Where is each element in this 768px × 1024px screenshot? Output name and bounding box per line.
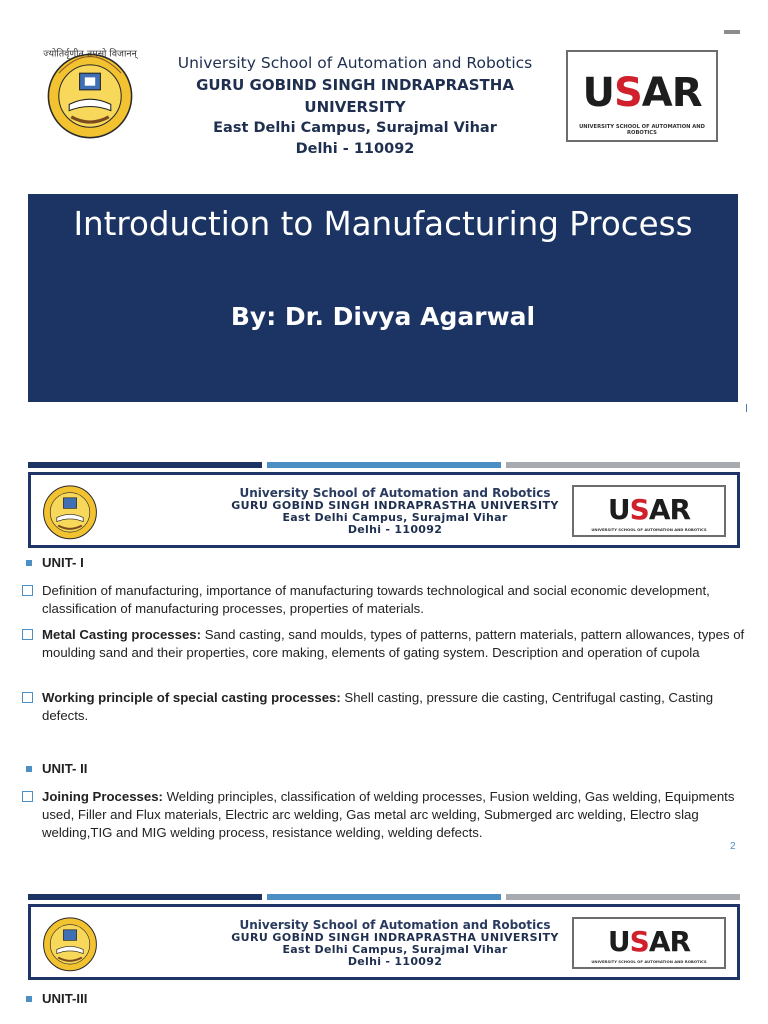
campus-name: East Delhi Campus, Surajmal Vihar bbox=[282, 511, 508, 524]
checkbox-bullet-icon bbox=[22, 585, 33, 596]
university-name: GURU GOBIND SINGH INDRAPRASTHA UNIVERSITY bbox=[196, 76, 514, 116]
checkbox-bullet-icon bbox=[22, 692, 33, 703]
bullet-icon bbox=[26, 766, 32, 772]
syllabus-item: Definition of manufacturing, importance of manufacturing towards technological and social economic development, classification of manufacturing processes, properties of materials. bbox=[42, 583, 710, 616]
usar-wordmark: USAR bbox=[582, 70, 702, 116]
usar-wordmark: USAR bbox=[607, 493, 691, 526]
usar-logo bbox=[566, 50, 718, 142]
usar-logo bbox=[572, 485, 726, 537]
university-address-block bbox=[155, 52, 555, 160]
usar-logo bbox=[572, 917, 726, 969]
university-seal-icon bbox=[38, 42, 142, 146]
seal-motto: ज्योतिर्वृणीत तमसो विजानन् bbox=[43, 48, 137, 60]
slide3-header-frame bbox=[28, 904, 740, 980]
slide1-header bbox=[28, 38, 740, 157]
usar-subtitle: UNIVERSITY SCHOOL OF AUTOMATION AND ROBOTICS bbox=[591, 959, 707, 964]
syllabus-item: Joining Processes: Welding principles, classification of welding processes, Fusion welding, Gas welding, Equipments used, Filler and Flux materials, Electric arc welding, Gas metal arc welding, Submerged arc welding, Electro slag welding,TIG and MIG welding process, resistance welding, welding defects. bbox=[42, 789, 735, 840]
university-name: GURU GOBIND SINGH INDRAPRASTHA UNIVERSITY bbox=[231, 931, 559, 944]
university-name: GURU GOBIND SINGH INDRAPRASTHA UNIVERSITY bbox=[231, 499, 559, 512]
slide2-header-frame bbox=[28, 472, 740, 548]
school-name: University School of Automation and Robotics bbox=[177, 54, 533, 72]
syllabus-item: Working principle of special casting processes: Shell casting, pressure die casting, Centrifugal casting, Casting defects. bbox=[42, 690, 714, 723]
slide3-topbar-navy bbox=[28, 894, 262, 900]
presentation-author: By: Dr. Divya Agarwal bbox=[230, 302, 536, 331]
title-banner bbox=[28, 194, 738, 402]
unit-heading: UNIT- II bbox=[42, 761, 88, 776]
city-pin: Delhi - 110092 bbox=[347, 955, 443, 968]
city-pin: Delhi - 110092 bbox=[295, 141, 415, 157]
usar-subtitle: UNIVERSITY SCHOOL OF AUTOMATION AND ROBOTICS bbox=[591, 527, 707, 532]
university-seal-icon bbox=[37, 910, 103, 976]
campus-name: East Delhi Campus, Surajmal Vihar bbox=[282, 943, 508, 956]
campus-name: East Delhi Campus, Surajmal Vihar bbox=[213, 120, 497, 136]
syllabus-item: Metal Casting processes: Sand casting, sand moulds, types of patterns, pattern materials, pattern allowances, types of moulding sand and their properties, core making, elements of gating system. Description and operation of cupola bbox=[42, 627, 745, 660]
bullet-icon bbox=[26, 996, 32, 1002]
usar-wordmark: USAR bbox=[607, 925, 691, 958]
corner-mark bbox=[724, 30, 740, 34]
syllabus-content bbox=[22, 554, 752, 844]
presentation-title: Introduction to Manufacturing Process bbox=[73, 205, 693, 243]
unit-heading: UNIT- I bbox=[42, 555, 84, 570]
slide2-topbar-blue bbox=[267, 462, 501, 468]
slide3-topbar-blue bbox=[267, 894, 501, 900]
page-number: 2 bbox=[730, 841, 736, 852]
syllabus-content-continued bbox=[22, 990, 752, 1020]
page-tick bbox=[746, 404, 747, 412]
university-seal-icon bbox=[37, 478, 103, 544]
school-name: University School of Automation and Robotics bbox=[239, 486, 551, 500]
slide3-topbar-gray bbox=[506, 894, 740, 900]
unit-heading: UNIT-III bbox=[42, 991, 88, 1006]
slide2-topbar-navy bbox=[28, 462, 262, 468]
school-name: University School of Automation and Robotics bbox=[239, 918, 551, 932]
slide2-topbar-gray bbox=[506, 462, 740, 468]
checkbox-bullet-icon bbox=[22, 791, 33, 802]
usar-subtitle: UNIVERSITY SCHOOL OF AUTOMATION AND ROBOTICS bbox=[579, 124, 705, 136]
bullet-icon bbox=[26, 560, 32, 566]
city-pin: Delhi - 110092 bbox=[347, 523, 443, 536]
checkbox-bullet-icon bbox=[22, 629, 33, 640]
